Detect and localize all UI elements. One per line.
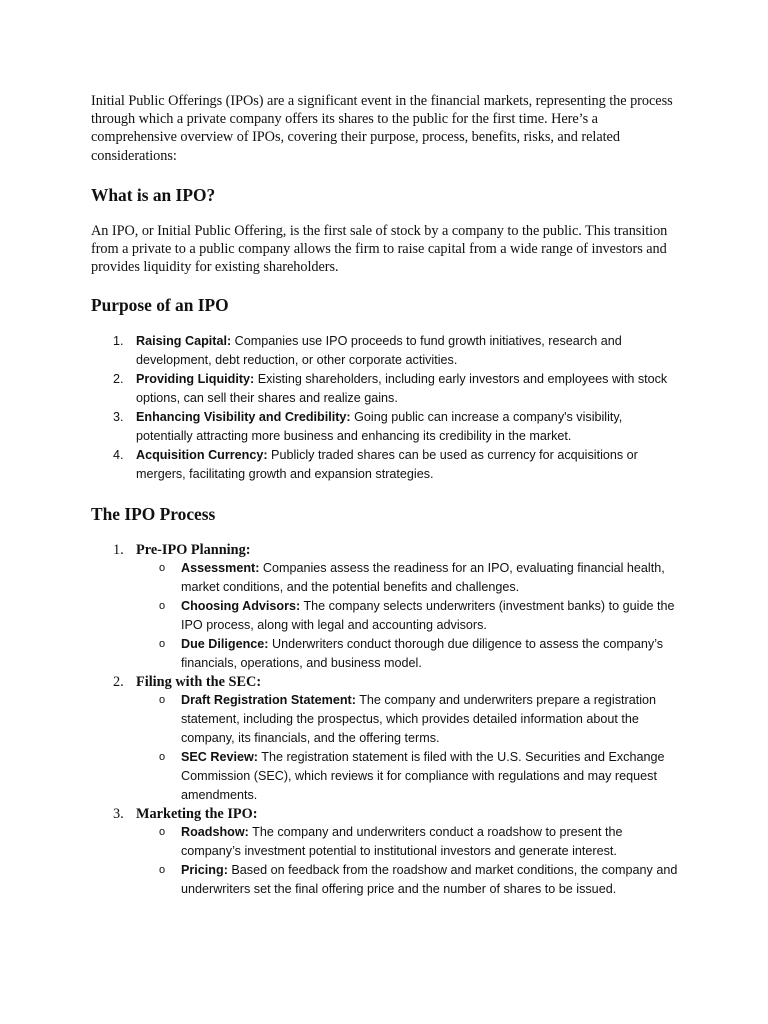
sub-list xyxy=(136,559,681,673)
purpose-item xyxy=(91,408,681,446)
sub-text: The company selects underwriters (investment banks) to guide the IPO process, along with legal and accounting advisors. xyxy=(181,599,675,633)
heading-what-is-ipo: What is an IPO? xyxy=(91,184,216,205)
heading-purpose: Purpose of an IPO xyxy=(91,295,229,316)
circle-bullet-icon: o xyxy=(159,864,166,877)
sub-text: The registration statement is filed with the U.S. Securities and Exchange Commission (SEC), which reviews it for compliance with regulations and may request amendments. xyxy=(181,750,665,803)
document-page xyxy=(91,92,681,899)
sub-item xyxy=(136,823,681,861)
circle-bullet-icon: o xyxy=(159,562,166,575)
purpose-text: Publicly traded shares can be used as currency for acquisitions or mergers, facilitating growth and expansion strategies. xyxy=(136,448,638,482)
purpose-text: Companies use IPO proceeds to fund growth initiatives, research and development, debt reduction, or other corporate activities. xyxy=(136,334,622,368)
sub-term: Choosing Advisors: xyxy=(181,599,301,614)
purpose-term: Raising Capital: xyxy=(136,334,232,349)
step-title: Filing with the SEC: xyxy=(136,674,262,691)
step-number: 1. xyxy=(113,542,124,559)
sub-item xyxy=(136,559,681,597)
purpose-list xyxy=(91,332,681,484)
process-list xyxy=(91,541,681,899)
list-number: 2. xyxy=(113,372,124,387)
circle-bullet-icon: o xyxy=(159,600,166,613)
sub-item xyxy=(136,691,681,748)
intro-paragraph: Initial Public Offerings (IPOs) are a significant event in the financial markets, representing the process through which a private company offers its shares to the public for the first time. Here’s a comprehensive overview of IPOs, covering their purpose, process, benefits, risks, and related considerations: xyxy=(91,93,673,164)
list-number: 1. xyxy=(113,334,124,349)
sub-term: SEC Review: xyxy=(181,750,258,765)
purpose-text: Going public can increase a company's visibility, potentially attracting more business and enhancing its credibility in the market. xyxy=(136,410,623,444)
step-number: 3. xyxy=(113,806,124,823)
heading-ipo-process: The IPO Process xyxy=(91,504,216,525)
sub-term: Due Diligence: xyxy=(181,637,269,652)
sub-item xyxy=(136,597,681,635)
list-number: 4. xyxy=(113,448,124,463)
sub-text: The company and underwriters prepare a registration statement, including the prospectus, which provides detailed information about the company, its financials, and the offering terms. xyxy=(181,693,657,746)
step-number: 2. xyxy=(113,674,124,691)
purpose-term: Acquisition Currency: xyxy=(136,448,268,463)
sub-item xyxy=(136,635,681,673)
circle-bullet-icon: o xyxy=(159,751,166,764)
circle-bullet-icon: o xyxy=(159,826,166,839)
step-title: Pre-IPO Planning: xyxy=(136,542,251,559)
sub-list xyxy=(136,691,681,805)
sub-term: Roadshow: xyxy=(181,825,249,840)
sub-text: Companies assess the readiness for an IPO, evaluating financial health, market conditions, and the potential benefits and challenges. xyxy=(181,561,665,595)
sub-item xyxy=(136,861,681,899)
sub-term: Draft Registration Statement: xyxy=(181,693,356,708)
list-number: 3. xyxy=(113,410,124,425)
sub-text: Based on feedback from the roadshow and market conditions, the company and underwriters set the final offering price and the number of shares to be issued. xyxy=(181,863,678,897)
sub-term: Assessment: xyxy=(181,561,260,576)
sub-term: Pricing: xyxy=(181,863,228,878)
sub-text: The company and underwriters conduct a roadshow to present the company’s investment potential to institutional investors and generate interest. xyxy=(181,825,623,859)
purpose-text: Existing shareholders, including early investors and employees with stock options, can sell their shares and realize gains. xyxy=(136,372,668,406)
what-is-ipo-paragraph: An IPO, or Initial Public Offering, is the first sale of stock by a company to the public. This transition from a private to a public company allows the firm to raise capital from a wide range of investors and provides liquidity for existing shareholders. xyxy=(91,222,668,276)
purpose-term: Providing Liquidity: xyxy=(136,372,255,387)
sub-item xyxy=(136,748,681,805)
sub-text: Underwriters conduct thorough due diligence to assess the company’s financials, operations, and business model. xyxy=(181,637,664,671)
process-step xyxy=(91,673,681,805)
process-step xyxy=(91,805,681,899)
purpose-item xyxy=(91,446,681,484)
sub-list xyxy=(136,823,681,899)
circle-bullet-icon: o xyxy=(159,694,166,707)
process-step xyxy=(91,541,681,673)
circle-bullet-icon: o xyxy=(159,638,166,651)
purpose-item xyxy=(91,370,681,408)
purpose-item xyxy=(91,332,681,370)
purpose-term: Enhancing Visibility and Credibility: xyxy=(136,410,351,425)
step-title: Marketing the IPO: xyxy=(136,806,258,823)
